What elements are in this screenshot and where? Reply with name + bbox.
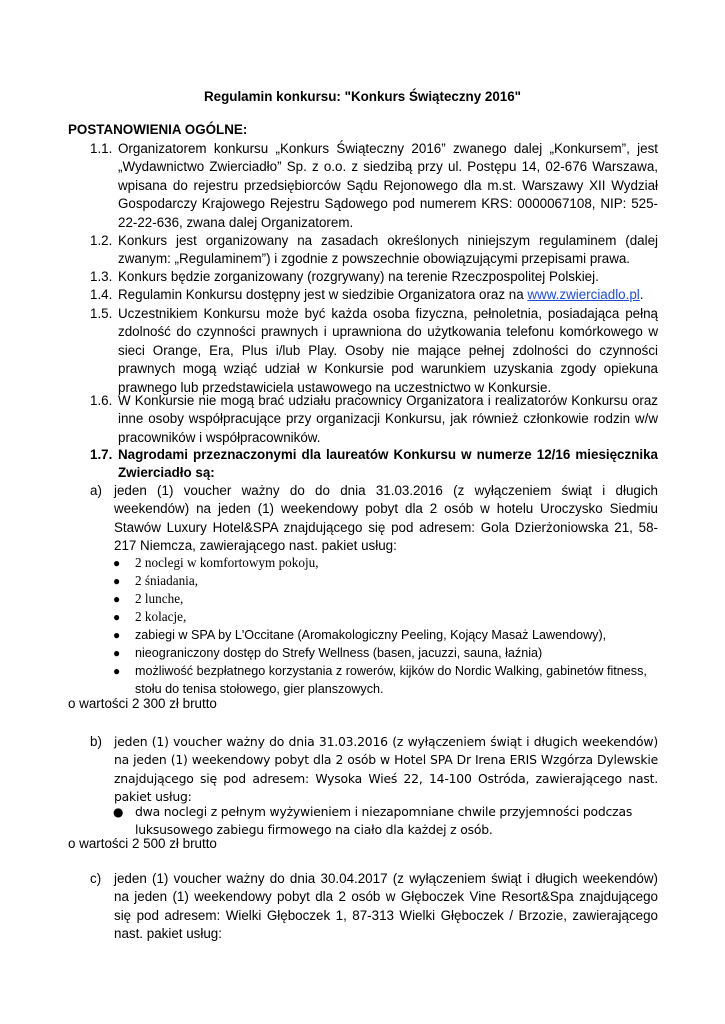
prize-label: a) — [90, 483, 102, 498]
prize-text: jeden (1) voucher ważny do dnia 31.03.2016 (z wyłączeniem świąt i długich weekendów) na jeden (1) weekendowy pobyt dla 2 osób w Hotel SPA Dr Irena ERIS Wzgórza Dylewskie znajdującego się pod adresem: Wysoka Wieś 22, 14-100 Ostróda, zawierającego nast. pakiet usług: — [114, 734, 658, 805]
bullet-text: dwa noclegi z pełnym wyżywieniem i niezapomniane chwile przyjemności podczas luksusowego zabiegu firmowego na ciało dla każdej z osób. — [135, 804, 633, 837]
paragraph-1-1 — [90, 140, 658, 232]
paragraph-text: Konkurs będzie zorganizowany (rozgrywany) na terenie Rzeczpospolitej Polskiej. — [118, 269, 599, 284]
prize-a-bullet — [113, 554, 658, 572]
bullet-text: 2 lunche, — [135, 591, 184, 606]
bullet-icon: ● — [113, 610, 121, 624]
bullet-icon: ● — [113, 574, 121, 588]
bullet-text: możliwość bezpłatnego korzystania z rowerów, kijków do Nordic Walking, gabinetów fitness, stołu do tenisa stołowego, gier planszowych. — [135, 664, 647, 696]
website-link[interactable]: www.zwierciadlo.pl — [527, 287, 640, 302]
paragraph-number: 1.1. — [90, 141, 113, 156]
prize-a-bullet — [113, 662, 658, 698]
section-heading: POSTANOWIENIA OGÓLNE: — [68, 122, 248, 137]
prize-text: jeden (1) voucher ważny do do dnia 31.03.2016 (z wyłączeniem świąt i długich weekendów) na jeden (1) weekendowy pobyt dla 2 osób w hotelu Uroczysko Siedmiu Stawów Luxury Hotel&SPA znajdującego się pod adresem: Gola Dzierżoniowska 21, 58-217 Niemcza, zawierającego nast. pakiet usług: — [114, 483, 658, 554]
prize-a-bullet — [113, 590, 658, 608]
paragraph-1-4 — [90, 286, 658, 304]
paragraph-number: 1.5. — [90, 306, 113, 321]
paragraph-1-5 — [90, 305, 658, 397]
bullet-text: zabiegi w SPA by L'Occitane (Aromakologiczny Peeling, Kojący Masaż Lawendowy), — [135, 628, 607, 642]
bullet-text: 2 śniadania, — [135, 573, 198, 588]
page-title: Regulamin konkursu: "Konkurs Świąteczny 2016" — [203, 89, 522, 104]
paragraph-text: W Konkursie nie mogą brać udziału pracownicy Organizatora i realizatorów Konkursu oraz inne osoby współpracujące przy organizacji Konkursu, jak również członkowie rodzin w/w pracowników i współpracowników. — [118, 393, 658, 445]
paragraph-text: Konkurs jest organizowany na zasadach określonych niniejszym regulaminem (dalej zwanym: „Regulaminem”) i zgodnie z powszechnie obowiązującymi przepisami prawa. — [118, 233, 658, 267]
paragraph-text — [118, 286, 658, 304]
bullet-icon: ● — [113, 646, 121, 660]
bullet-icon: ● — [113, 628, 121, 642]
bullet-icon: ● — [113, 664, 121, 678]
prize-label: c) — [90, 871, 102, 886]
bullet-text: 2 kolacje, — [135, 609, 187, 624]
prize-c — [90, 870, 658, 944]
paragraph-number: 1.2. — [90, 233, 113, 248]
paragraph-number: 1.6. — [90, 393, 113, 408]
prize-a-bullet — [113, 572, 658, 590]
prize-a-value: o wartości 2 300 zł brutto — [68, 696, 217, 711]
paragraph-text-end: . — [639, 287, 644, 302]
paragraph-text-start: Regulamin Konkursu dostępny jest w siedzibie Organizatora oraz na — [118, 287, 528, 302]
prize-a-bullet — [113, 644, 658, 662]
paragraph-number: 1.3. — [90, 269, 113, 284]
prize-label: b) — [90, 734, 102, 749]
bullet-text: 2 noclegi w komfortowym pokoju, — [135, 555, 319, 570]
prize-text: jeden (1) voucher ważny do dnia 30.04.2017 (z wyłączeniem świąt i długich weekendów) na jeden (1) weekendowy pobyt dla 2 osób w Głęboczek Vine Resort&Spa znajdującego się pod adresem: Wielki Głęboczek 1, 87-313 Wielki Głęboczek / Brzozie, zawierającego nast. pakiet usług: — [114, 871, 658, 942]
prize-a — [90, 482, 658, 556]
prize-b-value: o wartości 2 500 zł brutto — [68, 836, 217, 851]
paragraph-text: Nagrodami przeznaczonymi dla laureatów Konkursu w numerze 12/16 miesięcznika Zwierciadło są: — [118, 447, 658, 481]
bullet-icon: ● — [113, 592, 121, 606]
paragraph-number: 1.4. — [90, 287, 113, 302]
paragraph-1-2 — [90, 232, 658, 269]
prize-b-bullet — [113, 803, 658, 839]
bullet-icon: ● — [113, 805, 124, 819]
paragraph-1-3 — [90, 268, 658, 286]
paragraph-text: Uczestnikiem Konkursu może być każda osoba fizyczna, pełnoletnia, posiadająca pełną zdolność do czynności prawnych i uprawniona do użytkowania telefonu komórkowego w sieci Orange, Era, Plus i/lub Play. Osoby nie mające pełnej zdolności do czynności prawnych mogą wziąć udział w Konkursie pod warunkiem uzyskania zgody opiekuna prawnego lub przedstawiciela ustawowego na uczestnictwo w Konkursie. — [118, 306, 658, 395]
paragraph-number: 1.7. — [90, 447, 113, 462]
prize-b — [90, 733, 658, 807]
bullet-text: nieograniczony dostęp do Strefy Wellness (basen, jacuzzi, sauna, łaźnia) — [135, 646, 543, 660]
bullet-icon: ● — [113, 556, 121, 570]
paragraph-1-6 — [90, 392, 658, 447]
paragraph-text: Organizatorem konkursu „Konkurs Świąteczny 2016” zwanego dalej „Konkursem”, jest „Wydawnictwo Zwierciadło” Sp. z o.o. z siedzibą przy ul. Postępu 14, 02-676 Warszawa, wpisana do rejestru przedsiębiorców Sądu Rejonowego dla m.st. Warszawy XII Wydział Gospodarczy Krajowego Rejestru Sądowego pod numerem KRS: 0000067108, NIP: 525-22-22-636, zwana dalej Organizatorem. — [118, 141, 658, 230]
prize-a-bullet — [113, 608, 658, 626]
paragraph-1-7 — [90, 446, 658, 483]
prize-a-bullet — [113, 626, 658, 644]
